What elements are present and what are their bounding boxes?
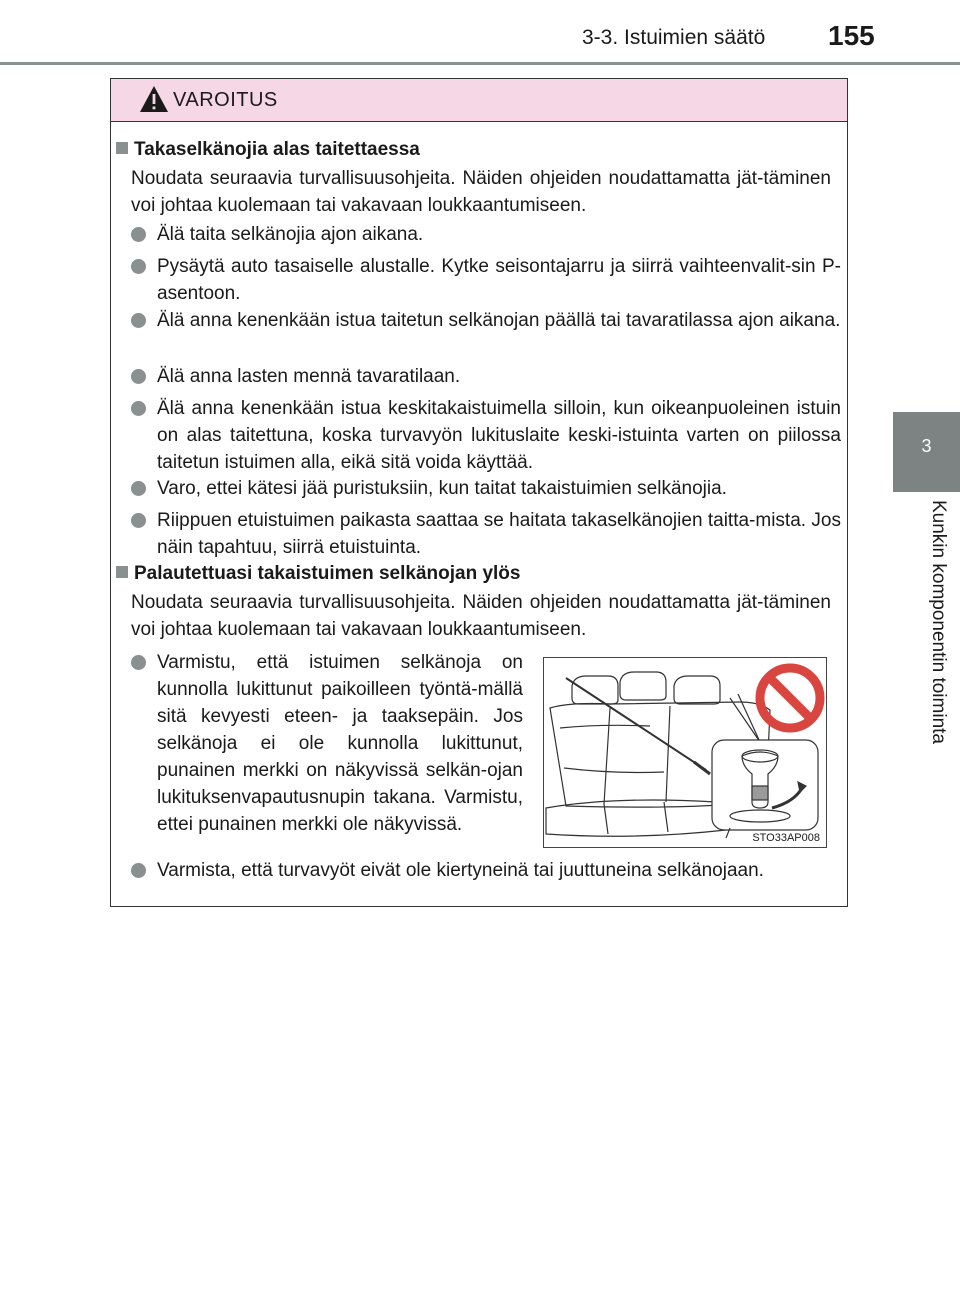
list-item (131, 363, 841, 390)
section-heading (116, 563, 520, 585)
warning-title: VAROITUS (173, 89, 278, 111)
warning-header (111, 79, 847, 122)
section-heading (116, 139, 420, 161)
section-intro: Noudata seuraavia turvallisuusohjeita. Näiden ohjeiden noudattamatta jät-täminen voi johtaa kuolemaan tai vakavaan loukkaantumiseen. (131, 592, 831, 640)
list-item-text: Älä anna lasten mennä tavaratilaan. (157, 366, 461, 387)
section-heading-text: Takaselkänojia alas taitettaessa (134, 139, 420, 160)
list-item-text: Pysäytä auto tasaiselle alustalle. Kytke seisontajarru ja siirrä vaihteenvalit-sin P-asentoon. (157, 256, 841, 304)
bullet-dot-icon (131, 259, 146, 274)
bullet-dot-icon (131, 863, 146, 878)
bullet-dot-icon (131, 655, 146, 670)
list-item (131, 475, 841, 502)
bullet-dot-icon (131, 401, 146, 416)
list-item-text: Varmistu, että istuimen selkänoja on kunnolla lukittunut paikoilleen työntä-mällä sitä kevyesti eteen- ja taaksepäin. Jos selkänoja ei ole kunnolla lukittunut, punainen merkki on näkyvissä selkän-ojan lukituksenvapautusnupin takana. Varmistu, ettei punainen merkki ole näkyvissä. (157, 652, 523, 835)
figure-code: STO33AP008 (752, 832, 820, 844)
list-item (131, 395, 841, 476)
list-item-text: Älä anna kenenkään istua keskitakaistuimella silloin, kun oikeanpuoleinen istuin on alas taitettuna, koska turvavyön lukituslaite keski-istuinta varten on piilossa taitetun istuimen alla, eikä sitä voida käyttää. (157, 398, 841, 473)
list-item (131, 857, 841, 884)
list-item (131, 253, 841, 307)
bullet-dot-icon (131, 481, 146, 496)
list-item (131, 507, 841, 561)
rear-seat-illustration (544, 658, 826, 847)
warning-triangle-icon (139, 85, 169, 113)
seat-lock-illustration (543, 657, 827, 848)
list-item-text: Varo, ettei kätesi jää puristuksiin, kun taitat takaistuimien selkänojia. (157, 478, 727, 499)
header-rule (0, 62, 960, 65)
section-heading-text: Palautettuasi takaistuimen selkänojan ylös (134, 563, 521, 584)
section-intro: Noudata seuraavia turvallisuusohjeita. Näiden ohjeiden noudattamatta jät-täminen voi johtaa kuolemaan tai vakavaan loukkaantumiseen. (131, 168, 831, 216)
list-item (131, 221, 841, 248)
page-number: 155 (828, 20, 875, 51)
chapter-side-label: Kunkin komponentin toiminta (928, 500, 949, 744)
section-square-icon (116, 142, 128, 154)
bullet-dot-icon (131, 513, 146, 528)
list-item-text: Varmista, että turvavyöt eivät ole kiertyneinä tai juuttuneina selkänojaan. (157, 860, 764, 881)
list-item (131, 649, 523, 838)
bullet-dot-icon (131, 227, 146, 242)
section-square-icon (116, 566, 128, 578)
bullet-dot-icon (131, 369, 146, 384)
chapter-tab-number: 3 (921, 436, 932, 456)
list-item-text: Riippuen etuistuimen paikasta saattaa se haitata takaselkänojien taitta-mista. Jos näin tapahtuu, siirrä etuistuinta. (157, 510, 841, 558)
header-section-title: 3-3. Istuimien säätö (582, 26, 766, 49)
warning-box (110, 78, 848, 907)
list-item (131, 307, 841, 334)
list-item-text: Älä taita selkänojia ajon aikana. (157, 224, 424, 245)
list-item-text: Älä anna kenenkään istua taitetun selkänojan päällä tai tavaratilassa ajon aikana. (157, 310, 841, 331)
chapter-tab (893, 412, 960, 492)
bullet-dot-icon (131, 313, 146, 328)
